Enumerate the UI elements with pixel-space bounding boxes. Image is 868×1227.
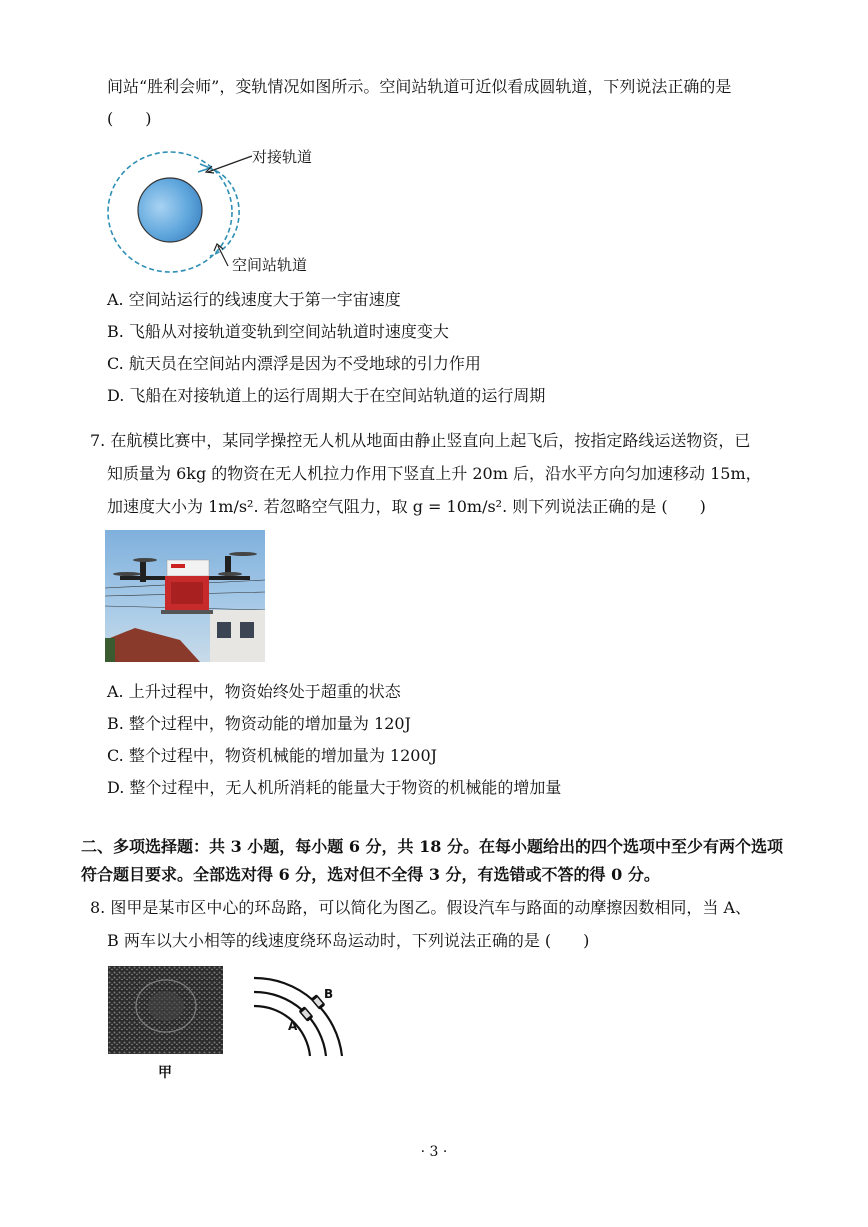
car-a-label: A [288,1019,298,1033]
q7-option-b: B. 整个过程中，物资动能的增加量为 120J [107,714,411,733]
roundabout-diagram [254,962,354,1058]
q7-stem-line2: 知质量为 6kg 的物资在无人机拉力作用下竖直上升 20m 后，沿水平方向匀加速移动 15m， [107,464,762,483]
station-orbit-label: 空间站轨道 [232,256,308,274]
section2-heading-line1: 二、多项选择题：共 3 小题，每小题 6 分，共 18 分。在每小题给出的四个选项中至少有两个选项 [81,837,783,856]
drone-photo [105,530,265,662]
drone-illustration [105,530,265,662]
q7-option-a: A. 上升过程中，物资始终处于超重的状态 [107,682,401,701]
earth-circle [138,178,202,242]
roundabout-texture [108,966,223,1054]
q7-stem-line1: 7. 在航模比赛中，某同学操控无人机从地面由静止竖直向上起飞后，按指定路线运送物资，已 [90,431,751,450]
section2-heading-line2: 符合题目要求。全部选对得 6 分，选对但不全得 3 分，有选错或不答的得 0 分。 [81,865,660,884]
q6-option-a: A. 空间站运行的线速度大于第一宇宙速度 [107,290,401,309]
q6-option-b: B. 飞船从对接轨道变轨到空间站轨道时速度变大 [107,322,449,341]
q6-option-d: D. 飞船在对接轨道上的运行周期大于在空间站轨道的运行周期 [107,386,546,405]
q7-stem-line3: 加速度大小为 1m/s². 若忽略空气阻力，取 g = 10m/s². 则下列说法正确的是 ( ) [107,497,706,516]
page-number: · 3 · [420,1144,448,1160]
q6-option-c: C. 航天员在空间站内漂浮是因为不受地球的引力作用 [107,354,481,373]
docking-pointer-line [208,156,252,172]
car-b-label: B [324,987,334,1001]
q8-stem-line1: 8. 图甲是某市区中心的环岛路，可以简化为图乙。假设汽车与路面的动摩擦因数相同，当 A、 [90,898,751,917]
q6-stem-line1: 间站“胜利会师”，变轨情况如图所示。空间站轨道可近似看成圆轨道，下列说法正确的是 [107,77,732,96]
q8-stem-line2: B 两车以大小相等的线速度绕环岛运动时，下列说法正确的是 ( ) [107,931,590,950]
figure-jia-label: 甲 [158,1065,172,1081]
orbit-diagram [100,138,340,278]
q7-option-c: C. 整个过程中，物资机械能的增加量为 1200J [107,746,438,765]
roundabout-photo [108,966,223,1054]
docking-orbit-label: 对接轨道 [252,148,313,166]
q6-stem-line2: ( ) [107,109,152,128]
q7-option-d: D. 整个过程中，无人机所消耗的能量大于物资的机械能的增加量 [107,778,562,797]
